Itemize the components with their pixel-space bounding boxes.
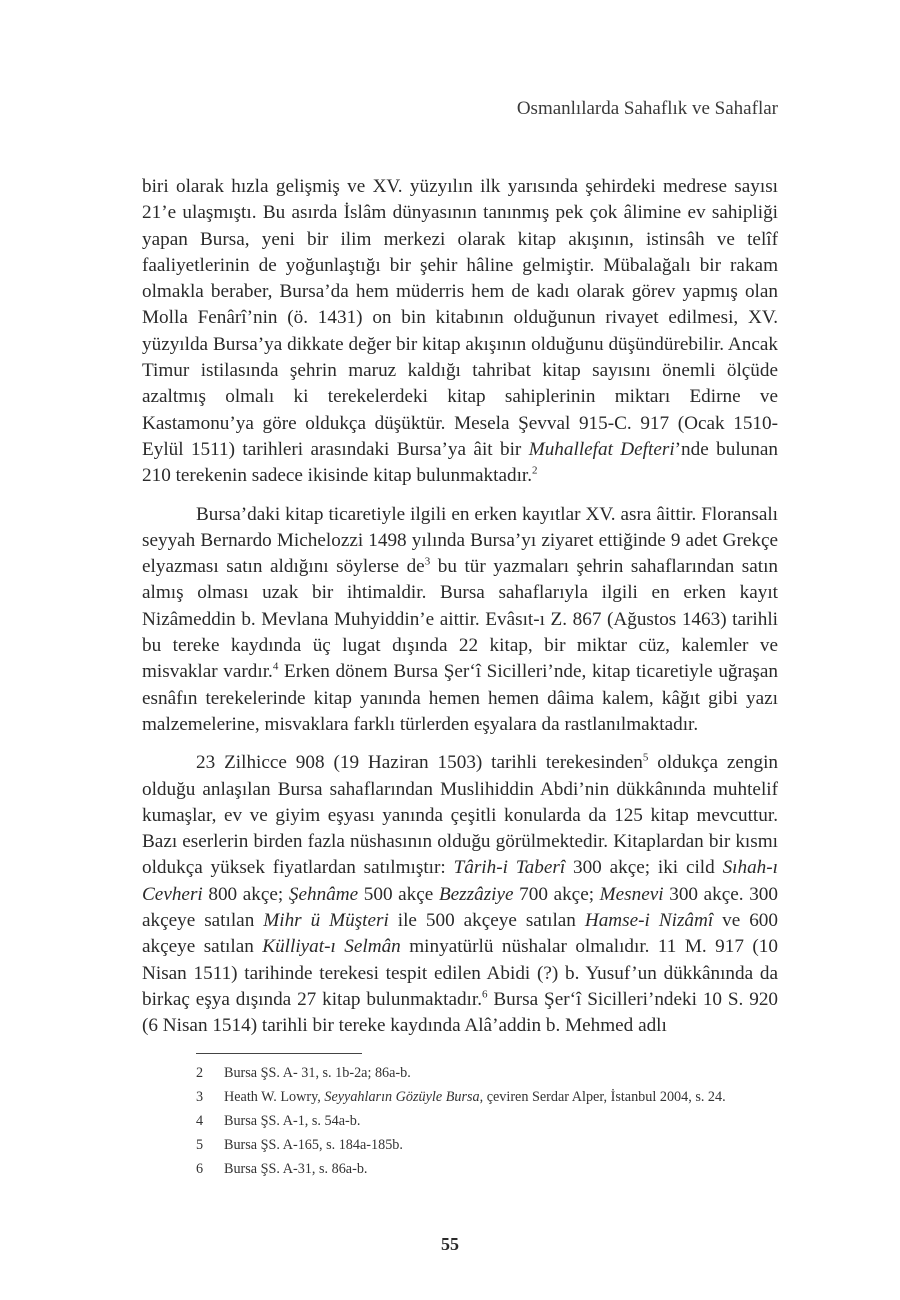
paragraph-3: 23 Zilhicce 908 (19 Haziran 1503) tarihli terekesinden$^5$ oldukça zengin olduğu anlaşılan Bursa sahaflarından Muslihiddin Abdi’nin dükkânında muhtelif kumaşlar, ev ve giyim eşyası yanında çeşitli konularda da 125 kitap mevcuttur. Bazı eserlerin birden fazla nüshasının olduğu görülmektedir. Kitaplardan bir kısmı oldukça yüksek fiyatlardan satılmıştır: Târih-i Taberî 300 akçe; iki cild Sıhah-ı Cevheri 800 akçe; Şehnâme 500 akçe Bezzâziye 700 akçe; Mesnevi 300 akçe. 300 akçeye satılan Mihr ü Müşteri ile 500 akçeye satılan Hamse-i Nizâmî ve 600 akçeye satılan Külliyat-ı Selmân minyatürlü nüshalar olmalıdır. 11 M. 917 (10 Nisan 1511) tarihinde terekesi tespit edilen Abidi (?) b. Yusuf’un dükkânında da birkaç eşya dışında 27 kitap bulunmaktadır.$^6$ Bursa Şer‘î Sicilleri’ndeki 10 S. 920 (6 Nisan 1514) tarihli bir tereke kaydında Alâ’addin b. Mehmed adlı <box>142 751 779 1037</box>
footnote-number: 5 <box>196 1137 204 1153</box>
book-title: Şehnâme <box>288 883 359 905</box>
footnote-2 <box>196 1064 778 1083</box>
footnote-text: Heath W. Lowry, Seyyahların Gözüyle Bursa, çeviren Serdar Alper, İstanbul 2004, s. 24. <box>224 1089 726 1105</box>
footnote-number: 3 <box>196 1089 204 1105</box>
running-header: Osmanlılarda Sahaflık ve Sahaflar <box>516 98 778 119</box>
footnote-text: Bursa ŞS. A-1, s. 54a-b. <box>224 1113 361 1129</box>
footnote-number: 4 <box>196 1113 204 1129</box>
footnote-text: Bursa ŞS. A-31, s. 86a-b. <box>224 1161 368 1177</box>
footnote-ref: 6 <box>482 988 488 1001</box>
book-title: Sıhah-ı Cevheri <box>142 857 778 905</box>
footnote-ref: 2 <box>532 464 538 477</box>
footnote-ref: 3 <box>424 555 431 568</box>
book-title: Târih-i Taberî <box>453 857 566 879</box>
book-title: Hamse-i Nizâmî <box>584 910 714 932</box>
page-number: 55 <box>441 1234 459 1254</box>
paragraph-2: Bursa’daki kitap ticaretiyle ilgili en erken kayıtlar XV. asra âittir. Floransalı seyyah Bernardo Michelozzi 1498 yılında Bursa’yı ziyaret ettiğinde 9 adet Grekçe elyazması satın aldığını söylerse $de^3$ bu tür yazmaları şehrin sahaflarından satın almış olması uzak bir ihtimaldir. Bursa sahaflarıyla ilgili en erken kayıt Nizâmeddin b. Mevlana Muhyiddin’e aittir. Evâsıt-ı Z. 867 (Ağustos 1463) tarihli bu tereke kaydında üç lugat dışında 22 kitap, bir miktar cüz, kalemler ve misvaklar vardır.$^4$ Erken dönem Bursa Şer‘î Sicilleri’nde, kitap ticaretiyle uğraşan esnâfın terekelerinde kitap yanında hemen hemen dâima kalem, kâğıt gibi yazı malzemelerine, misvaklara farklı türlerden eşyalara da rastlanılmaktadır. <box>142 503 778 735</box>
book-title: Seyyahların Gözüyle Bursa <box>324 1089 480 1105</box>
footnote-text: Bursa ŞS. A- 31, s. 1b-2a; 86a-b. <box>224 1065 411 1081</box>
book-title: Mihr ü Müşteri <box>263 910 389 932</box>
footnote-4 <box>196 1112 778 1131</box>
footnote-text: Bursa ŞS. A-165, s. 184a-185b. <box>224 1137 403 1153</box>
footnote-divider <box>196 1053 362 1054</box>
paragraph-1: biri olarak hızla gelişmiş ve XV. yüzyılın ilk yarısında şehirdeki medrese sayısı 21’e ulaşmıştı. Bu asırda İslâm dünyasının tanınmış pek çok âlimine ev sahipliği yapan Bursa, yeni bir ilim merkezi olarak kitap akışının, istinsâh ve telîf faaliyetlerinin de yoğunlaştığı bir şehir hâline gelmiştir. Mübalağalı bir rakam olmakla beraber, Bursa’da hem müderris hem de kadı olarak görev yapmış olan Molla Fenârî’nin (ö. 1431) on bin kitabının olduğunun rivayet edilmesi, XV. yüzyılda Bursa’ya dikkate değer bir kitap akışının olduğunu düşündürebilir. Ancak Timur istilasında şehrin maruz kaldığı tahribat kitap sayısını önemli ölçüde azaltmış olmalı ki terekelerdeki kitap sahiplerinin miktarı Edirne ve Kastamonu’ya göre oldukça düşüktür. Mesela Şevval 915-C. 917 (Ocak 1510-Eylül 1511) tarihleri arasındaki Bursa’ya âit bir Muhallefat Defteri’nde bulunan 210 terekenin sadece ikisinde kitap bulunmaktadır.$^2$ <box>142 176 778 487</box>
body-text <box>142 174 778 1052</box>
book-title: Mesnevi <box>599 883 664 905</box>
footnote-ref: 4 <box>272 660 279 673</box>
footnote-ref: 5 <box>642 751 649 764</box>
footnote-number: 2 <box>196 1065 204 1081</box>
book-title: Bezzâziye <box>438 883 514 905</box>
footnote-6 <box>196 1160 778 1179</box>
footnote-number: 6 <box>196 1161 204 1177</box>
footnotes <box>196 1064 778 1184</box>
footnote-3 <box>196 1088 778 1107</box>
book-title: Muhallefat Defteri <box>528 438 675 460</box>
footnote-5 <box>196 1136 778 1155</box>
book-title: Külliyat-ı Selmân <box>262 936 401 958</box>
